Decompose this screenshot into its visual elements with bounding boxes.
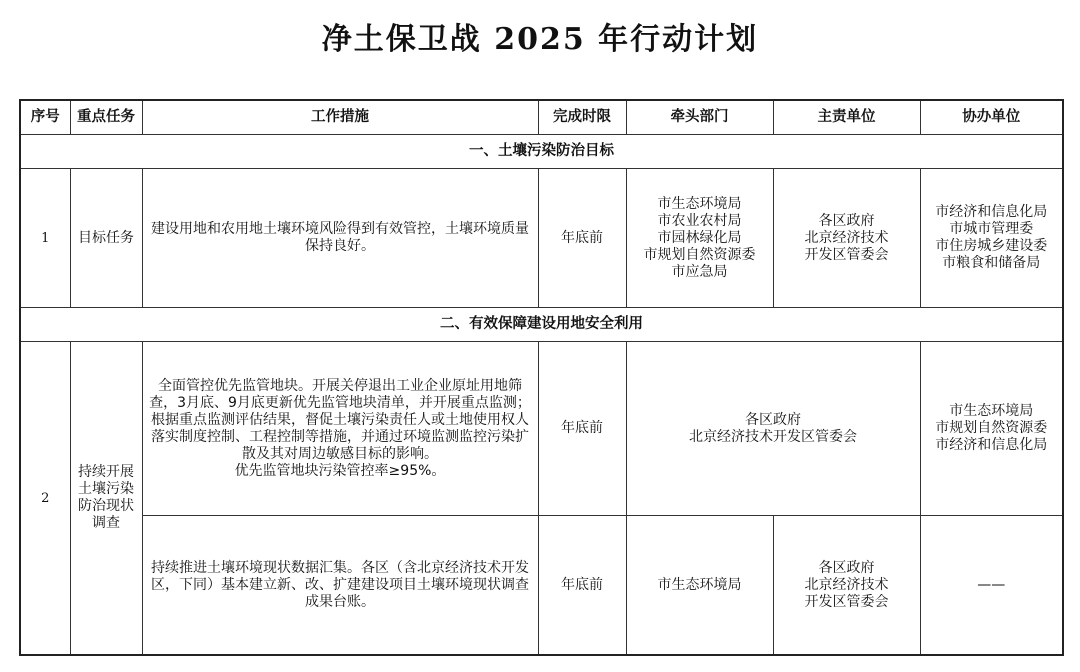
assist-unit: 市城市管理委 — [949, 221, 1034, 237]
row-assist — [920, 342, 1063, 516]
lead-unit: 市应急局 — [671, 263, 728, 280]
lead-unit: 市生态环境局 — [657, 195, 742, 212]
row-lead: 市生态环境局 — [626, 516, 773, 656]
row-deadline: 年底前 — [538, 516, 626, 656]
row-measure: 持续推进土壤环境现状数据汇集。各区（含北京经济技术开发区，下同）基本建立新、改、扩建建设项目土壤环境现状调查成果台账。 — [142, 516, 538, 656]
header-row — [20, 100, 1063, 135]
row-lead-responsible — [626, 342, 920, 516]
assist-unit: 市粮食和储备局 — [942, 255, 1041, 271]
row-task: 持续开展土壤污染防治现状调查 — [70, 342, 142, 656]
header-task: 重点任务 — [70, 100, 142, 135]
row-deadline: 年底前 — [538, 342, 626, 516]
responsible-line: 开发区管委会 — [804, 593, 889, 610]
responsible-line: 各区政府 — [818, 559, 875, 576]
header-seq: 序号 — [20, 100, 70, 135]
section-title: 一、土壤污染防治目标 — [20, 135, 1063, 169]
row-assist — [920, 516, 1063, 656]
header-measures: 工作措施 — [142, 100, 538, 135]
assist-unit: 市规划自然资源委 — [935, 420, 1048, 436]
lead-unit: 市规划自然资源委 — [643, 246, 756, 263]
page-title: 净土保卫战 2025 年行动计划 — [321, 22, 759, 57]
row-seq: 2 — [20, 342, 70, 656]
section-row — [20, 308, 1063, 342]
section-title: 二、有效保障建设用地安全利用 — [20, 308, 1063, 342]
assist-unit: 市生态环境局 — [949, 403, 1034, 419]
responsible-line: 各区政府 — [745, 411, 801, 428]
assist-unit: 市经济和信息化局 — [935, 437, 1048, 453]
row-responsible — [773, 516, 920, 656]
header-lead: 牵头部门 — [626, 100, 773, 135]
table-row — [20, 516, 1063, 656]
row-seq: 1 — [20, 169, 70, 308]
measure-target: 优先监管地块污染管控率≥95%。 — [234, 462, 446, 479]
row-assist — [920, 169, 1063, 308]
assist-unit: 市住房城乡建设委 — [935, 238, 1048, 254]
table-row — [20, 342, 1063, 516]
header-responsible: 主责单位 — [773, 100, 920, 135]
header-deadline: 完成时限 — [538, 100, 626, 135]
header-assist: 协办单位 — [920, 100, 1063, 135]
responsible-line: 北京经济技术 — [804, 576, 889, 593]
responsible-line: 北京经济技术 — [804, 229, 889, 246]
responsible-line: 北京经济技术开发区管委会 — [689, 428, 857, 445]
empty-dash: —— — [977, 576, 1006, 593]
lead-unit: 市园林绿化局 — [657, 229, 742, 246]
measure-paragraph: 全面管控优先监管地块。开展关停退出工业企业原址用地筛查，3月底、9月底更新优先监管地块清单，并开展重点监测；根据重点监测评估结果，督促土壤污染责任人或土地使用权人落实制度控制、工程控制等措施，并通过环境监测监控污染扩散及其对周边敏感目标的影响。 — [149, 377, 531, 462]
action-plan-table — [19, 99, 1064, 656]
row-lead — [626, 169, 773, 308]
lead-unit: 市农业农村局 — [657, 212, 742, 229]
table-row — [20, 169, 1063, 308]
section-row — [20, 135, 1063, 169]
row-responsible — [773, 169, 920, 308]
row-measure: 建设用地和农用地土壤环境风险得到有效管控，土壤环境质量保持良好。 — [142, 169, 538, 308]
row-measure — [142, 342, 538, 516]
responsible-line: 开发区管委会 — [804, 246, 889, 263]
row-deadline: 年底前 — [538, 169, 626, 308]
responsible-line: 各区政府 — [818, 212, 875, 229]
assist-unit: 市经济和信息化局 — [935, 204, 1048, 220]
row-task: 目标任务 — [70, 169, 142, 308]
